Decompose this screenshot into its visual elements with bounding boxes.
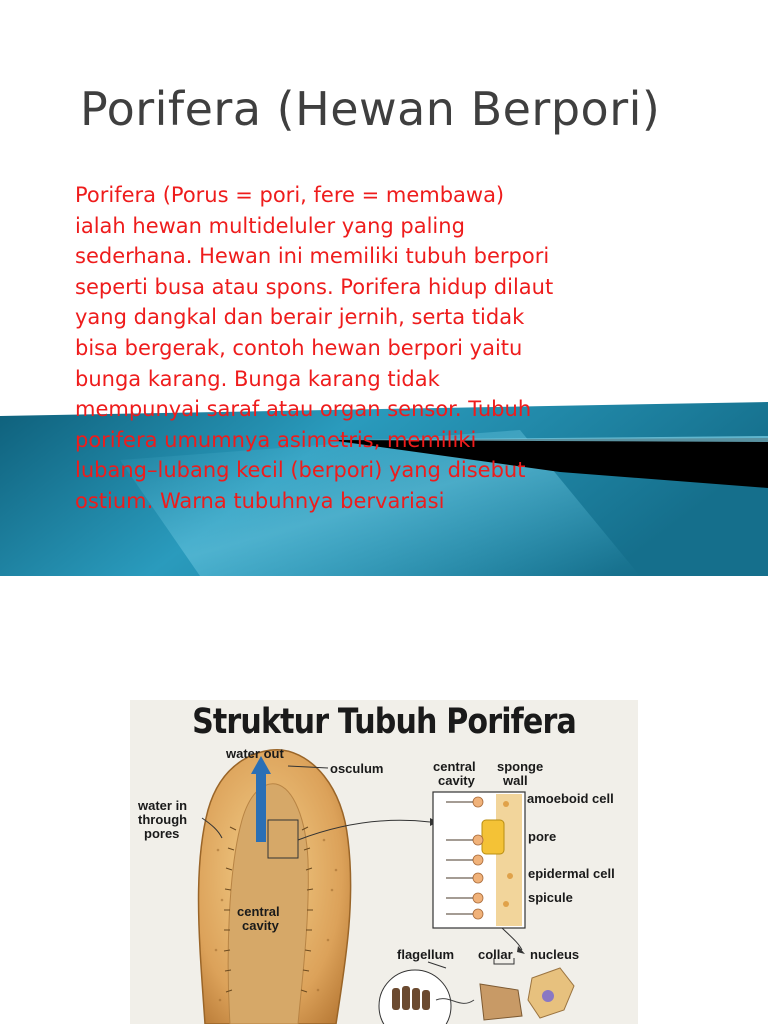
pore-channel (482, 820, 504, 854)
label-sponge-wall-2: wall (503, 773, 528, 788)
body-line: porifera umumnya asimetris, memiliki (75, 427, 477, 452)
label-detail-central-1: central (433, 759, 476, 774)
label-collar: collar (478, 947, 513, 962)
slide-title: Porifera (Hewan Berpori) (80, 82, 661, 136)
label-water-in-1: water in (138, 798, 188, 813)
label-central-cavity-1: central (237, 904, 280, 919)
label-detail-central-2: cavity (438, 773, 475, 788)
label-water-out: water out (226, 746, 284, 761)
body-line: bunga karang. Bunga karang tidak (75, 366, 440, 391)
label-osculum: osculum (330, 761, 384, 776)
body-line: sederhana. Hewan ini memiliki tubuh berpori (75, 244, 550, 269)
body-line: seperti busa atau spons. Porifera hidup dilaut (75, 274, 554, 299)
collar-cell (480, 984, 522, 1020)
label-epidermal-cell: epidermal cell (528, 866, 615, 881)
sponge-illustration (130, 700, 638, 1024)
label-water-in-2: through (138, 812, 188, 827)
label-water-in-3: pores (144, 826, 180, 841)
body-line: lubang–lubang kecil (berpori) yang disebut (75, 458, 526, 483)
body-line: mempunyai saraf atau organ sensor. Tubuh (75, 397, 532, 422)
label-amoeboid-cell: amoeboid cell (527, 791, 614, 806)
body-paragraph (75, 180, 675, 517)
body-line: ostium. Warna tubuhnya bervariasi (75, 488, 445, 513)
body-line: ialah hewan multideluler yang paling (75, 213, 465, 238)
label-spicule: spicule (528, 890, 573, 905)
label-central-cavity-2: cavity (242, 918, 279, 933)
label-nucleus: nucleus (530, 947, 580, 962)
figure-title: Struktur Tubuh Porifera (192, 702, 576, 742)
label-sponge-wall-1: sponge (497, 759, 544, 774)
body-line: Porifera (Porus = pori, fere = membawa) (75, 183, 505, 207)
water-out-arrow (256, 772, 266, 842)
body-line: bisa bergerak, contoh hewan berpori yaitu (75, 335, 523, 360)
label-pore: pore (528, 829, 557, 844)
body-line: yang dangkal dan berair jernih, serta tidak (75, 305, 525, 330)
label-flagellum: flagellum (397, 947, 455, 962)
porifera-structure-figure (130, 700, 638, 1024)
